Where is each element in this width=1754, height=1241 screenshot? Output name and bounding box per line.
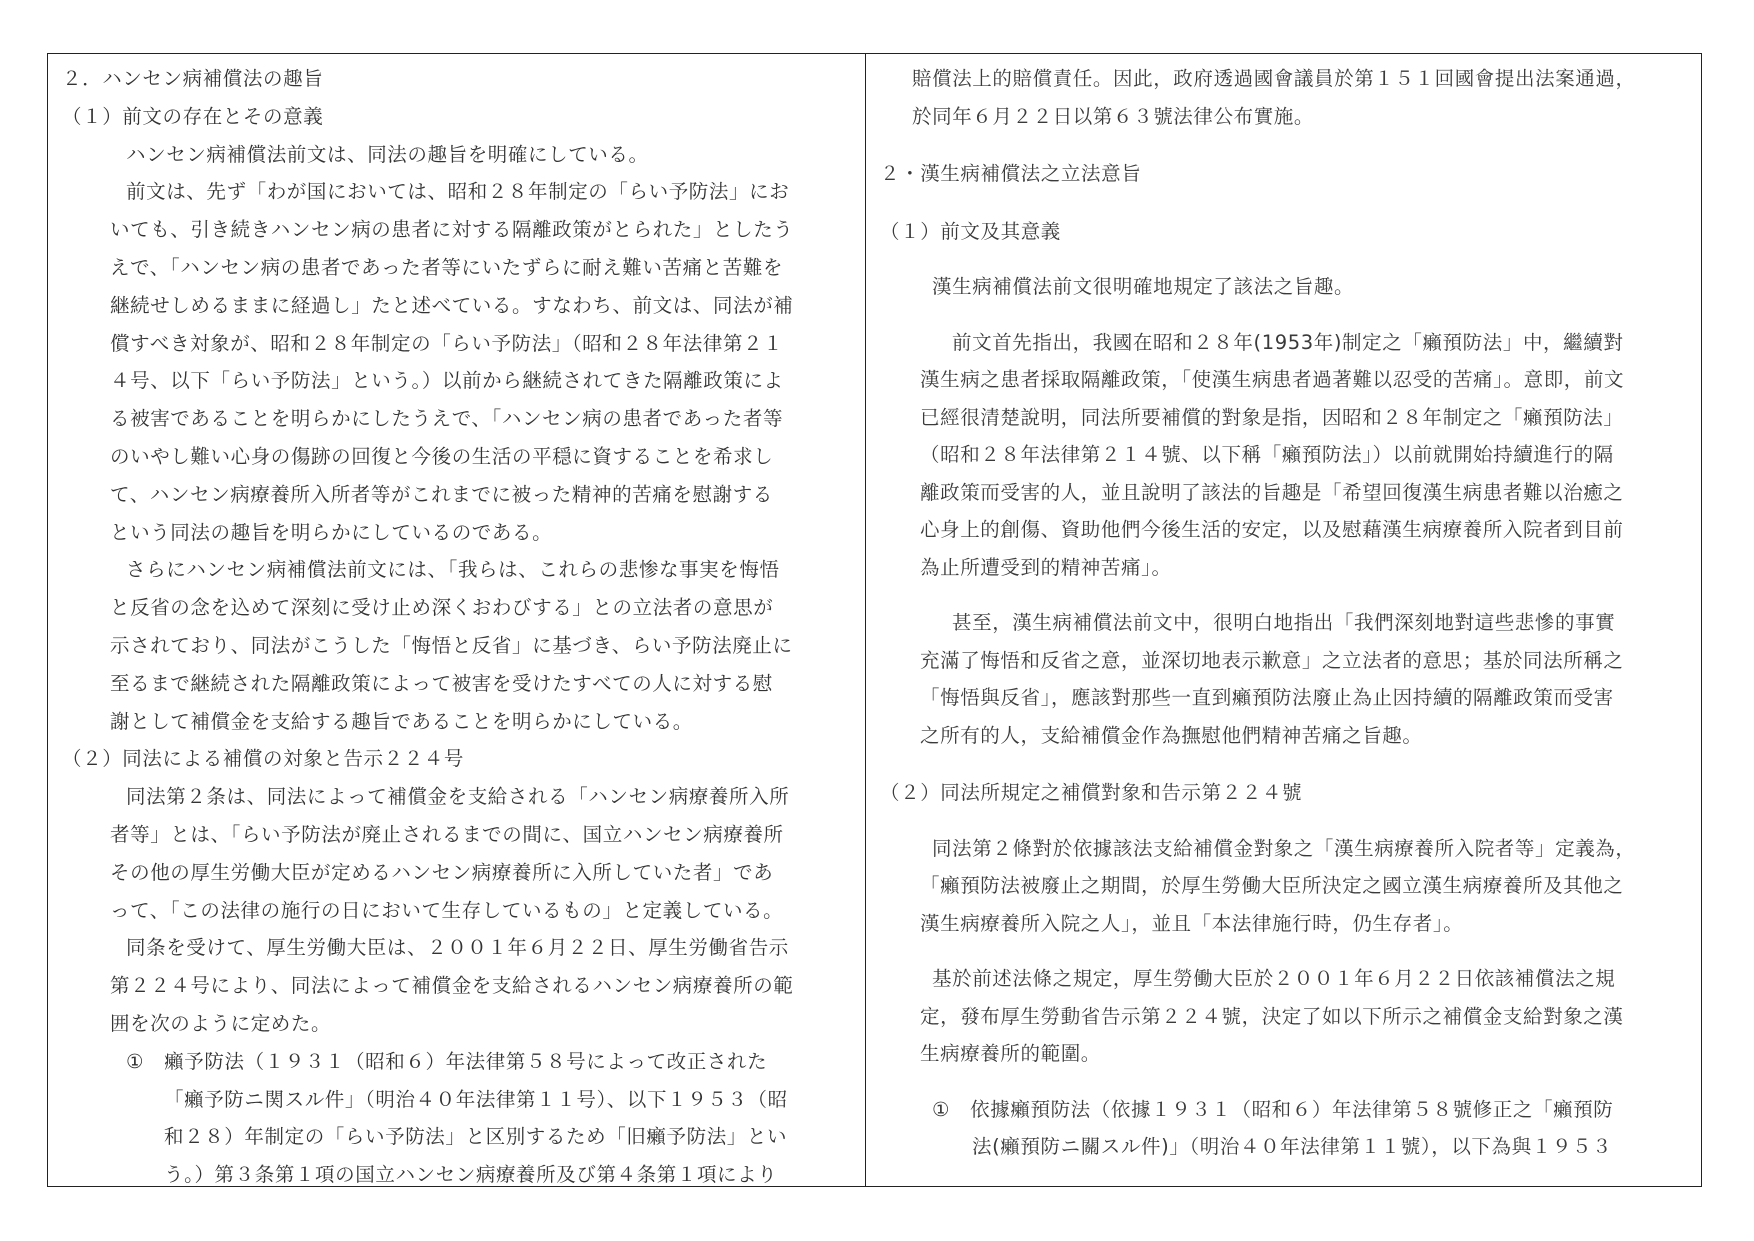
chinese-column xyxy=(866,54,1701,1186)
text-line: 為止所遭受到的精神苦痛」。 xyxy=(920,555,1172,579)
subsection-heading: （２）同法による補償の対象と告示２２４号 xyxy=(62,747,465,771)
text-line: 謝として補償金を支給する趣旨であることを明らかにしている。 xyxy=(110,709,693,733)
text-line: いても、引き続きハンセン病の患者に対する隔離政策がとられた」としたう xyxy=(110,218,794,242)
text-line: えで、「ハンセン病の患者であった者等にいたずらに耐え難い苦痛と苦難を xyxy=(110,255,784,279)
text-line: さらにハンセン病補償法前文には、「我らは、これらの悲惨な事実を悔悟 xyxy=(126,558,780,582)
text-line: 「悔悟與反省」，應該對那些一直到癩預防法廢止為止因持續的隔離政策而受害 xyxy=(920,686,1614,709)
text-line: 定，發布厚生勞動省告示第２２４號，決定了如以下所示之補償金支給對象之漢 xyxy=(920,1004,1624,1028)
subsection-heading: （１）前文の存在とその意義 xyxy=(62,104,324,128)
subsection-heading: （１）前文及其意義 xyxy=(880,219,1061,243)
text-line: のいやし難い心身の傷跡の回復と今後の生活の平穏に資することを希求し xyxy=(110,444,774,468)
text-line: 法(癩預防ニ關スル件)」（明治４０年法律第１１號），以下為與１９５３ xyxy=(972,1135,1613,1158)
text-line: 漢生病補償法前文很明確地規定了該法之旨趣。 xyxy=(932,275,1355,298)
list-item: ① 癩予防法（１９３１（昭和６）年法律第５８号によって改正された xyxy=(126,1049,768,1073)
text-line: て、ハンセン病療養所入所者等がこれまでに被った精神的苦痛を慰謝する xyxy=(110,482,773,506)
text-line: 於同年６月２２日以第６３號法律公布實施。 xyxy=(912,104,1315,128)
text-line: 基於前述法條之規定，厚生勞働大臣於２００１年６月２２日依該補償法之規 xyxy=(932,967,1616,990)
section-heading: ２・漢生病補償法之立法意旨 xyxy=(880,162,1142,185)
text-line: 前文は、先ず「わが国においては、昭和２８年制定の「らい予防法」にお xyxy=(126,180,790,204)
text-line: 和２８）年制定の「らい予防法」と区別するため「旧癩予防法」とい xyxy=(164,1125,788,1149)
japanese-column xyxy=(48,54,866,1186)
text-line: 之所有的人，支給補償金作為撫慰他們精神苦痛之旨趣。 xyxy=(920,723,1423,747)
text-line: 生病療養所的範圍。 xyxy=(920,1042,1101,1065)
list-item: ① 依據癩預防法（依據１９３１（昭和６）年法律第５８號修正之「癩預防 xyxy=(932,1097,1614,1121)
text-line: 同法第２条は、同法によって補償金を支給される「ハンセン病療養所入所 xyxy=(126,785,790,809)
text-line: ４号、以下「らい予防法」という。）以前から継続されてきた隔離政策によ xyxy=(110,369,784,393)
text-line: 漢生病療養所入院之人」，並且「本法律施行時，仍生存者」。 xyxy=(920,911,1464,935)
text-line: 継続せしめるままに経過し」たと述べている。すなわち、前文は、同法が補 xyxy=(110,293,794,317)
text-line: る被害であることを明らかにしたうえで、「ハンセン病の患者であった者等 xyxy=(110,407,784,431)
text-line: （昭和２８年法律第２１４號、以下稱「癩預防法」）以前就開始持續進行的隔 xyxy=(920,443,1614,466)
text-line: 示されており、同法がこうした「悔悟と反省」に基づき、らい予防法廃止に xyxy=(110,633,793,657)
text-line: 賠償法上的賠償責任。因此，政府透過國會議員於第１５１回國會提出法案通過， xyxy=(912,67,1636,90)
text-line: 離政策而受害的人，並且說明了該法的旨趣是「希望回復漢生病患者難以治癒之 xyxy=(920,480,1624,504)
text-line: その他の厚生労働大臣が定めるハンセン病療養所に入所していた者」であ xyxy=(110,860,774,884)
document-frame xyxy=(47,53,1702,1187)
text-line: 「癩預防法被廢止之期間，於厚生勞働大臣所決定之國立漢生病療養所及其他之 xyxy=(920,874,1624,897)
text-line: 已經很清楚說明，同法所要補償的對象是指，因昭和２８年制定之「癩預防法」 xyxy=(920,405,1624,429)
text-line: 前文首先指出，我國在昭和２８年(1953年)制定之「癩預防法」中，繼續對 xyxy=(952,330,1624,354)
text-line: という同法の趣旨を明らかにしているのである。 xyxy=(110,520,553,544)
text-line: 甚至，漢生病補償法前文中，很明白地指出「我們深刻地對這些悲慘的事實 xyxy=(952,611,1616,634)
text-line: 同条を受けて、厚生労働大臣は、２００１年６月２２日、厚生労働省告示 xyxy=(126,936,789,960)
text-line: 者等」とは、「らい予防法が廃止されるまでの間に、国立ハンセン病療養所 xyxy=(110,822,784,846)
text-line: って、「この法律の施行の日において生存しているもの」と定義している。 xyxy=(110,898,784,922)
text-line: 同法第２條對於依據該法支給補償金對象之「漢生病療養所入院者等」定義為， xyxy=(932,836,1636,860)
section-heading: ２．ハンセン病補償法の趣旨 xyxy=(62,67,324,90)
text-line: 「癩予防ニ関スル件」（明治４０年法律第１１号）、以下１９５３（昭 xyxy=(164,1087,788,1111)
text-line: 第２２４号により、同法によって補償金を支給されるハンセン病療養所の範 xyxy=(110,974,794,998)
text-line: 充滿了悔悟和反省之意，並深切地表示歉意」之立法者的意思；基於同法所稱之 xyxy=(920,648,1624,672)
text-line: 至るまで継続された隔離政策によって被害を受けたすべての人に対する慰 xyxy=(110,671,773,695)
text-line: 囲を次のように定めた。 xyxy=(110,1011,332,1035)
text-line: と反省の念を込めて深刻に受け止め深くおわびする」との立法者の意思が xyxy=(110,596,774,620)
text-line: 漢生病之患者採取隔離政策，「使漢生病患者過著難以忍受的苦痛」。意即，前文 xyxy=(920,368,1625,391)
text-line: 償すべき対象が、昭和２８年制定の「らい予防法」（昭和２８年法律第２１ xyxy=(110,331,784,355)
text-line: う。）第３条第１項の国立ハンセン病療養所及び第４条第１項により xyxy=(164,1163,778,1186)
text-line: ハンセン病補償法前文は、同法の趣旨を明確にしている。 xyxy=(126,142,649,166)
subsection-heading: （２）同法所規定之補償對象和告示第２２４號 xyxy=(880,781,1303,804)
text-line: 心身上的創傷、資助他們今後生活的安定，以及慰藉漢生病療養所入院者到目前 xyxy=(920,518,1624,541)
